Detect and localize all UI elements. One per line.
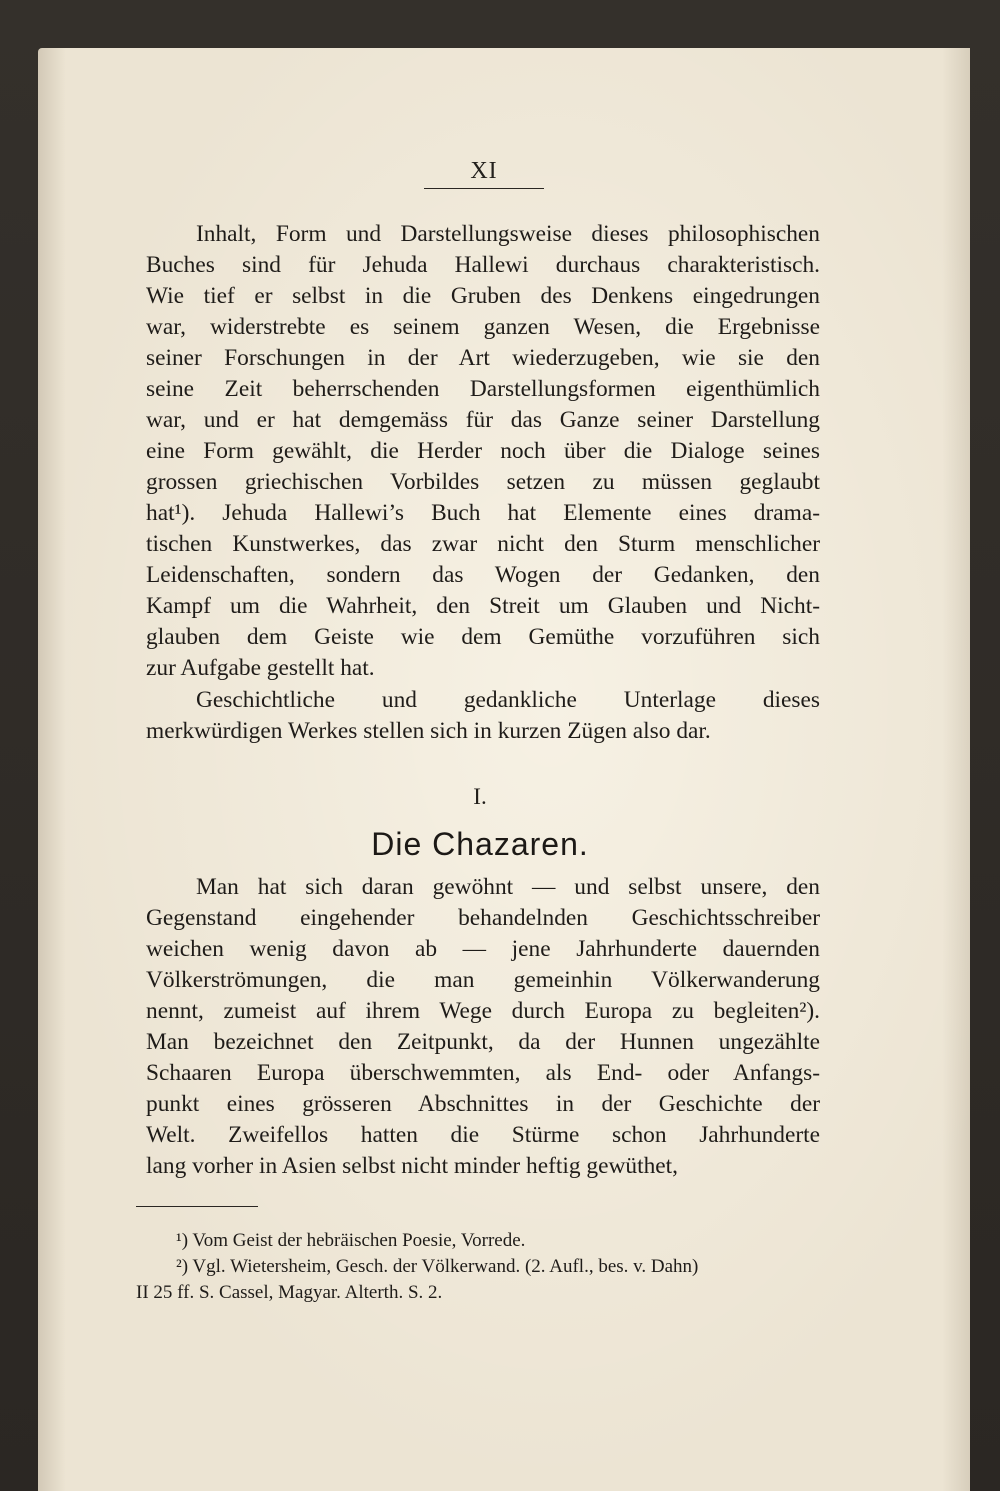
footnote-line: ²) Vgl. Wietersheim, Gesch. der Völkerwand. (2. Aufl., bes. v. Dahn) <box>176 1256 699 1277</box>
footnote-line: II 25 ff. S. Cassel, Magyar. Alterth. S. 2. <box>136 1282 443 1303</box>
text-line: glauben dem Geiste wie dem Gemüthe vorzuführen sich <box>146 624 820 650</box>
text-line: Geschichtliche und gedankliche Unterlage dieses <box>196 687 820 713</box>
text-line: merkwürdigen Werkes stellen sich in kurzen Zügen also dar. <box>146 718 711 744</box>
text-line: war, widerstrebte es seinem ganzen Wesen, die Ergebnisse <box>146 314 820 340</box>
text-line: seiner Forschungen in der Art wiederzugeben, wie sie den <box>146 345 820 371</box>
text-line: tischen Kunstwerkes, das zwar nicht den Sturm menschlicher <box>146 531 820 557</box>
paragraph-overview <box>146 685 820 747</box>
paragraph-chazaren <box>146 872 820 1182</box>
text-line: seine Zeit beherrschenden Darstellungsformen eigenthümlich <box>146 376 820 402</box>
text-line: lang vorher in Asien selbst nicht minder heftig gewüthet, <box>146 1153 679 1179</box>
text-line: Welt. Zweifellos hatten die Stürme schon Jahrhunderte <box>146 1122 820 1148</box>
text-line: Schaaren Europa überschwemmten, als End- oder Anfangs- <box>146 1060 820 1086</box>
text-line: eine Form gewählt, die Herder noch über die Dialoge seines <box>146 438 820 464</box>
text-line: Man bezeichnet den Zeitpunkt, da der Hunnen ungezählte <box>146 1029 820 1055</box>
text-line: Man hat sich daran gewöhnt — und selbst unsere, den <box>196 874 820 900</box>
section-number: I. <box>473 784 487 809</box>
text-line: hat¹). Jehuda Hallewi’s Buch hat Elemente eines drama- <box>146 500 820 526</box>
text-line: Kampf um die Wahrheit, den Streit um Glauben und Nicht- <box>146 593 820 619</box>
footnotes <box>136 1228 820 1306</box>
page-number: XI <box>470 158 498 184</box>
text-line: weichen wenig davon ab — jene Jahrhunderte dauernden <box>146 936 820 962</box>
footnote-line: ¹) Vom Geist der hebräischen Poesie, Vorrede. <box>176 1230 526 1251</box>
text-line: nennt, zumeist auf ihrem Wege durch Europa zu begleiten²). <box>146 998 820 1024</box>
text-line: grossen griechischen Vorbildes setzen zu müssen geglaubt <box>146 469 820 495</box>
text-line: punkt eines grösseren Abschnittes in der Geschichte der <box>146 1091 820 1117</box>
text-line: Buches sind für Jehuda Hallewi durchaus charakteristisch. <box>146 252 820 278</box>
page-number-rule <box>424 188 544 189</box>
text-line: Gegenstand eingehender behandelnden Geschichtsschreiber <box>146 905 820 931</box>
text-line: war, und er hat demgemäss für das Ganze seiner Darstellung <box>146 407 820 433</box>
paragraph-intro <box>146 219 820 684</box>
footnote-rule <box>136 1206 258 1207</box>
text-line: zur Aufgabe gestellt hat. <box>146 655 375 681</box>
text-line: Wie tief er selbst in die Gruben des Denkens eingedrungen <box>146 283 820 309</box>
text-line: Leidenschaften, sondern das Wogen der Gedanken, den <box>146 562 820 588</box>
section-title: Die Chazaren. <box>371 826 589 862</box>
text-line: Völkerströmungen, die man gemeinhin Völkerwanderung <box>146 967 820 993</box>
text-line: Inhalt, Form und Darstellungsweise dieses philosophischen <box>196 221 820 247</box>
